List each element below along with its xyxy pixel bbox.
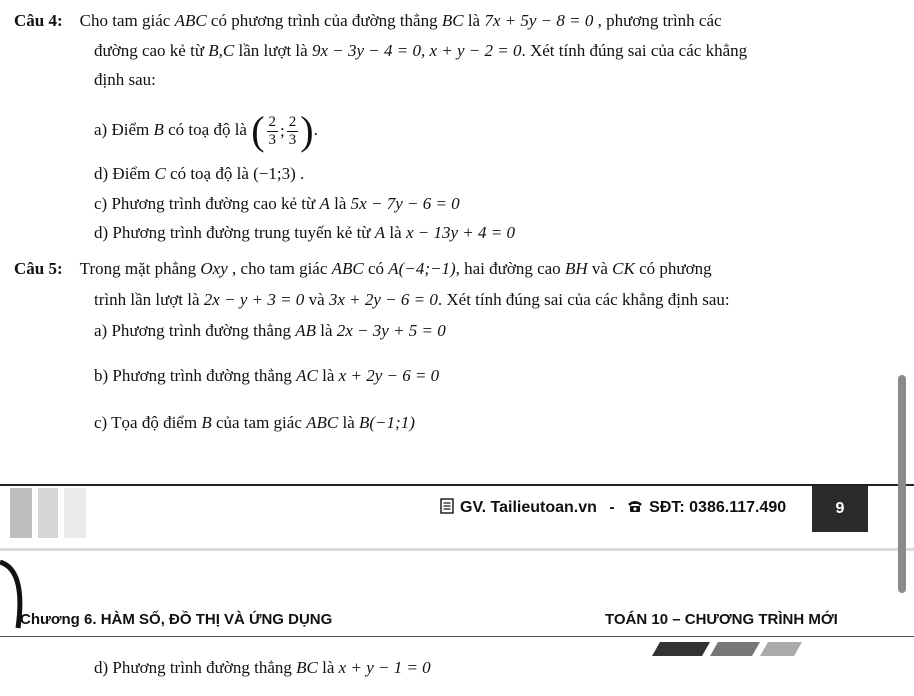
page-separator [0,548,914,551]
q4-line1: Câu 4: Cho tam giác ABC có phương trình của đường thẳng BC là 7x + 5y − 8 = 0 , phương trình các [14,11,722,30]
phone-number: SĐT: 0386.117.490 [649,499,787,516]
document-icon [440,498,454,514]
header-rule [0,636,914,637]
equation: 9x − 3y − 4 = 0, x + y − 2 = 0 [311,41,522,60]
chapter-title: Chương 6. HÀM SỐ, ĐỒ THỊ VÀ ỨNG DỤNG [20,611,333,628]
q5-item-a: a) Phương trình đường thẳng AB là 2x − 3y + 5 = 0 [94,321,446,340]
course-title: TOÁN 10 – CHƯƠNG TRÌNH MỚI [605,611,838,628]
q5-item-c: c) Tọa độ điểm B của tam giác ABC là B(−1;1) [94,413,415,432]
q4-item-a: a) Điểm B có toạ độ là ( 2 3 ; 2 3 ) . [94,108,318,154]
footer-decoration [64,488,86,538]
equation: 7x + 5y − 8 = 0 [484,11,594,30]
telephone-icon [627,499,643,513]
page-number: 9 [812,486,868,532]
question-label: Câu 5: [14,259,63,278]
q5-item-b: b) Phương trình đường thẳng AC là x + 2y − 6 = 0 [94,366,440,385]
q5-line1: Câu 5: Trong mặt phẳng Oxy , cho tam giác ABC có A(−4;−1), hai đường cao BH và CK có phương [14,259,712,278]
vertical-scrollbar[interactable] [898,375,906,593]
footer-rule [0,484,914,486]
q4-line3: định sau: [94,70,156,89]
q4-line2: đường cao kẻ từ B,C lần lượt là 9x − 3y − 4 = 0, x + y − 2 = 0. Xét tính đúng sai của các khẳng [94,41,748,60]
footer-contact: GV. Tailieutoan.vn - SĐT: 0386.117.490 [440,498,786,517]
q5-line2: trình lần lượt là 2x − y + 3 = 0 và 3x + 2y − 6 = 0. Xét tính đúng sai của các khẳng định sau: [94,290,730,309]
footer-decoration [10,488,32,538]
q4-item-d2: d) Phương trình đường trung tuyến kẻ từ A là x − 13y + 4 = 0 [94,223,515,242]
q5-item-d: d) Phương trình đường thẳng BC là x + y − 1 = 0 [94,658,431,677]
q4-item-d1: d) Điểm C có toạ độ là (−1;3) . [94,164,305,183]
footer-decoration [38,488,58,538]
q4-item-c: c) Phương trình đường cao kẻ từ A là 5x − 7y − 6 = 0 [94,194,460,213]
site-name: GV. Tailieutoan.vn [460,499,597,516]
question-label: Câu 4: [14,11,63,30]
fraction-coordinate: ( 2 3 ; 2 3 ) [251,108,314,154]
header-stripes [652,642,802,656]
